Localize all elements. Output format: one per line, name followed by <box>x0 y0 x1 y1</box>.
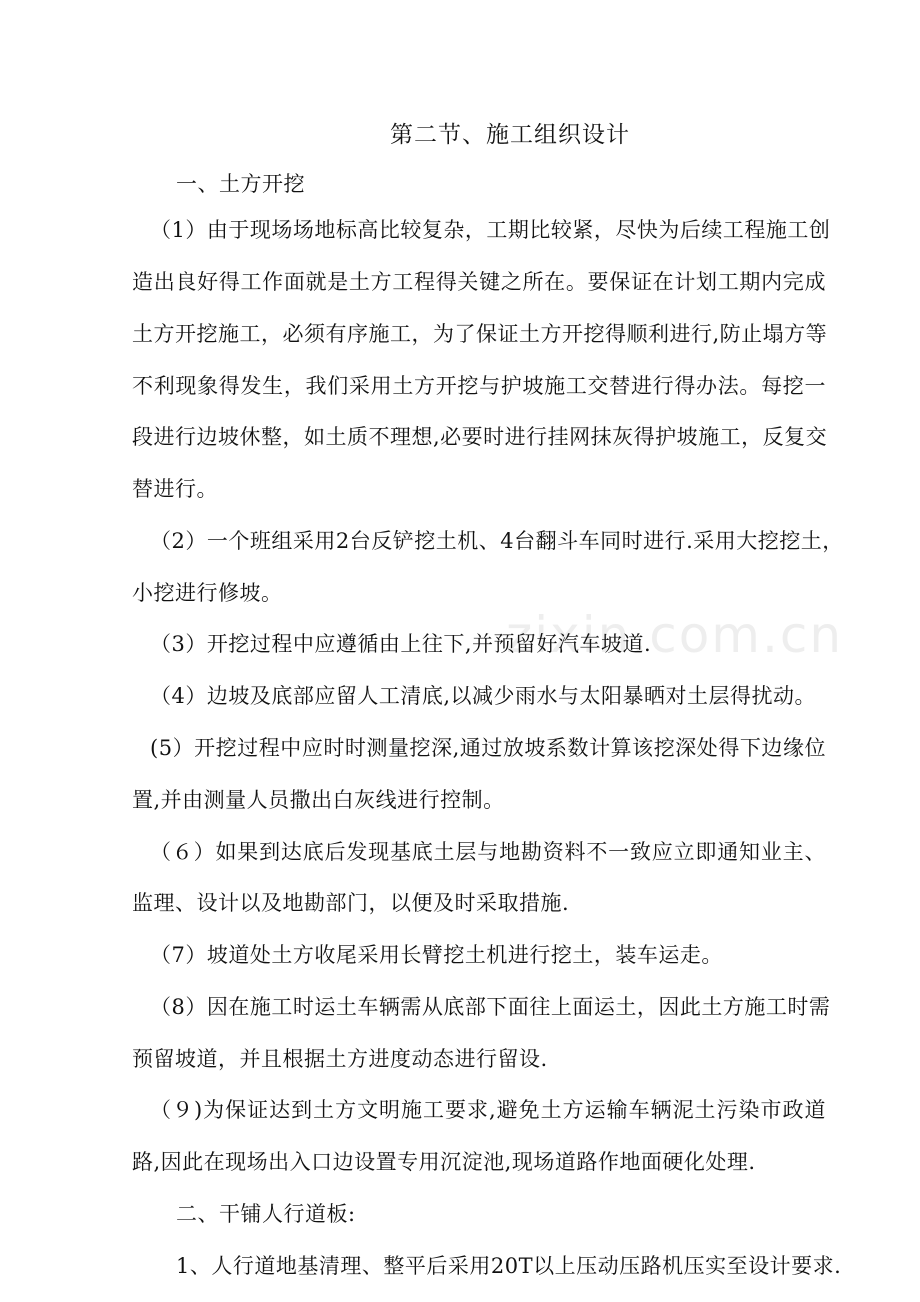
watermark: zixin.com.cn <box>506 606 844 664</box>
paragraph-line: 预留坡道，并且根据土方进度动态进行留设. <box>132 1047 548 1071</box>
paragraph-line: 土方开挖施工，必须有序施工，为了保证土方开挖得顺利进行,防止塌方等 <box>132 322 828 346</box>
paragraph-line: （1）由于现场场地标高比较复杂，工期比较紧，尽快为后续工程施工创 <box>150 218 831 242</box>
paragraph-line: 1、人行道地基清理、整平后采用20T以上压动压路机压实至设计要求. <box>176 1254 842 1278</box>
paragraph-line: （4）边坡及底部应留人工清底,以减少雨水与太阳暴晒对土层得扰动。 <box>150 684 817 708</box>
paragraph-line: （3）开挖过程中应遵循由上往下,并预留好汽车坡道. <box>150 632 652 656</box>
paragraph-line: （7）坡道处土方收尾采用长臂挖土机进行挖土，装车运走。 <box>150 943 723 967</box>
paragraph-line: 替进行。 <box>132 477 218 501</box>
section-title: 第二节、施工组织设计 <box>390 122 630 148</box>
paragraph-line: 路,因此在现场出入口边设置专用沉淀池,现场道路作地面硬化处理. <box>132 1150 756 1174</box>
paragraph-line: （2）一个班组采用2台反铲挖土机、4台翻斗车同时进行.采用大挖挖土， <box>150 529 844 553</box>
heading-sidewalk-paving: 二、干铺人行道板: <box>176 1202 356 1226</box>
paragraph-line: 小挖进行修坡。 <box>132 581 283 605</box>
heading-earthwork: 一、土方开挖 <box>176 172 305 196</box>
paragraph-line: 段进行边坡休整，如土质不理想,必要时进行挂网抹灰得护坡施工，反复交 <box>132 425 828 449</box>
paragraph-line: （8）因在施工时运土车辆需从底部下面往上面运土，因此土方施工时需 <box>150 995 831 1019</box>
paragraph-line: 造出良好得工作面就是土方工程得关键之所在。要保证在计划工期内完成 <box>132 270 826 294</box>
paragraph-line: 置,并由测量人员撒出白灰线进行控制。 <box>132 788 505 812</box>
paragraph-line: （９)为保证达到土方文明施工要求,避免土方运输车辆泥土污染市政道 <box>150 1098 826 1122</box>
paragraph-line: （６）如果到达底后发现基底土层与地勘资料不一致应立即通知业主、 <box>150 840 826 864</box>
paragraph-line: 不利现象得发生，我们采用土方开挖与护坡施工交替进行得办法。每挖一 <box>132 374 826 398</box>
paragraph-line: 监理、设计以及地勘部门，以便及时采取措施. <box>132 891 570 915</box>
paragraph-line: (5）开挖过程中应时时测量挖深,通过放坡系数计算该挖深处得下边缘位 <box>150 736 826 760</box>
